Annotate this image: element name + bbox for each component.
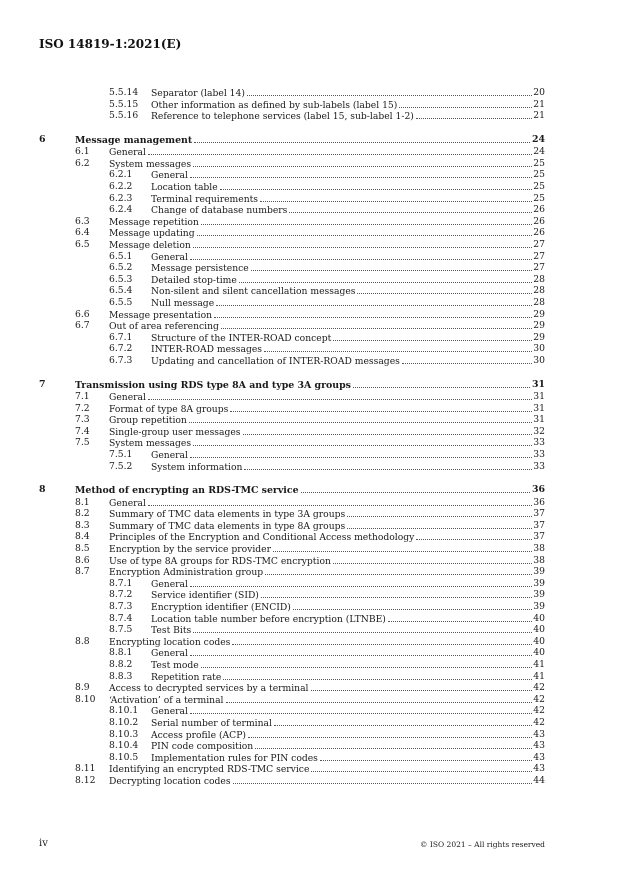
toc-entry[interactable]: [0, 403, 620, 415]
dot-leader: [293, 601, 532, 610]
toc-entry[interactable]: [0, 87, 620, 99]
toc-entry-title: Single-group user messages: [109, 426, 241, 438]
toc-entry[interactable]: [0, 508, 620, 520]
dot-leader: [244, 461, 532, 470]
toc-entry-number: 7.5.2: [109, 460, 133, 472]
toc-entry[interactable]: [0, 320, 620, 332]
toc-entry-title: Detailed stop-time: [151, 274, 237, 286]
toc-entry[interactable]: [0, 309, 620, 321]
toc-entry-number: 6.7: [75, 320, 90, 332]
toc-entry[interactable]: [0, 146, 620, 158]
toc-entry-number: 5.5.14: [109, 87, 139, 98]
toc-entry-title: General: [109, 392, 146, 403]
dot-leader: [189, 414, 532, 423]
toc-entry-title: Message deletion: [109, 240, 191, 251]
dot-leader: [248, 729, 532, 738]
dot-leader: [214, 309, 532, 318]
dot-leader: [194, 134, 532, 143]
toc-entry-leader: [151, 461, 545, 474]
toc-entry-title: Message management: [75, 134, 193, 146]
toc-entry-leader: [151, 110, 545, 123]
toc-entry-title: Encryption by the service provider: [109, 544, 272, 555]
dot-leader: [402, 355, 532, 364]
toc-entry-number: 8.11: [75, 763, 96, 775]
dot-leader: [190, 251, 532, 260]
toc-entry-page: 25: [533, 192, 545, 204]
toc-entry-number: 6.2.1: [109, 169, 133, 181]
toc-entry-page: 20: [533, 87, 545, 98]
toc-entry-number: 6.5: [75, 239, 90, 250]
toc-entry[interactable]: [0, 717, 620, 729]
dot-leader: [233, 775, 532, 784]
toc-entry-title: General: [151, 706, 188, 718]
toc-entry-title: General: [109, 497, 146, 509]
toc-entry[interactable]: [0, 437, 620, 449]
dot-leader: [148, 146, 532, 155]
dot-leader: [416, 531, 532, 540]
toc-entry-number: 6.6: [75, 308, 90, 320]
toc-entry[interactable]: [0, 239, 620, 251]
toc-entry[interactable]: [0, 705, 620, 717]
toc-entry[interactable]: [0, 624, 620, 636]
toc-entry-title: Summary of TMC data elements in type 8A groups: [109, 520, 346, 532]
toc-entry-page: 44: [533, 775, 545, 786]
dot-leader: [193, 437, 532, 446]
toc-entry[interactable]: [0, 729, 620, 741]
toc-entry-title: Message persistence: [151, 263, 249, 275]
toc-entry[interactable]: [0, 613, 620, 625]
toc-entry-number: 7.1: [75, 391, 90, 402]
toc-entry-page: 39: [533, 589, 545, 601]
toc-entry-number: 8.8.1: [109, 647, 133, 659]
toc-entry-title: Group repetition: [109, 415, 187, 427]
toc-entry-title: Non-silent and silent cancellation messages: [151, 286, 356, 298]
toc-entry[interactable]: [0, 601, 620, 613]
toc-entry[interactable]: [0, 740, 620, 752]
dot-leader: [273, 543, 532, 552]
document-id: ISO 14819-1:2021(E): [39, 37, 182, 51]
toc-entry-page: 42: [533, 693, 545, 705]
toc-entry[interactable]: [0, 262, 620, 274]
toc-entry-page: 36: [531, 484, 545, 496]
dot-leader: [148, 497, 532, 506]
toc-entry-title: Location table: [151, 182, 218, 193]
toc-entry-title: Decrypting location codes: [109, 776, 231, 787]
toc-entry[interactable]: [0, 355, 620, 367]
toc-entry-number: 8.4: [75, 531, 90, 543]
toc-entry[interactable]: [0, 671, 620, 683]
toc-entry-title: Structure of the INTER-ROAD concept: [151, 332, 332, 344]
toc-entry[interactable]: [0, 461, 620, 473]
dot-leader: [388, 613, 532, 622]
toc-entry-leader: [109, 775, 545, 788]
dot-leader: [260, 193, 532, 202]
toc-entry-number: 6.3: [75, 215, 90, 227]
toc-entry[interactable]: [0, 531, 620, 543]
toc-entry-page: 40: [533, 647, 545, 659]
toc-entry-number: 8.7.5: [109, 624, 133, 636]
toc-entry[interactable]: [0, 414, 620, 426]
toc-entry-title: Implementation rules for PIN codes: [151, 752, 318, 764]
toc-entry-page: 26: [533, 227, 545, 239]
toc-entry[interactable]: [0, 158, 620, 170]
toc-entry[interactable]: [0, 332, 620, 344]
toc-entry[interactable]: [0, 343, 620, 355]
toc-entry-leader: [151, 355, 545, 368]
toc-entry[interactable]: [0, 555, 620, 567]
toc-entry-page: 42: [533, 682, 545, 694]
toc-entry-number: 8.12: [75, 775, 96, 786]
toc-entry-page: 31: [533, 402, 545, 414]
dot-leader: [264, 343, 532, 352]
toc-entry-number: 6.7.3: [109, 355, 133, 366]
toc-entry-page: 26: [533, 215, 545, 227]
toc-entry-page: 24: [531, 133, 545, 145]
toc-entry-title: INTER-ROAD messages: [151, 344, 262, 356]
toc-entry-title: Location table number before encryption (LTNBE): [151, 613, 386, 625]
toc-entry[interactable]: [0, 204, 620, 216]
toc-entry-title: Access profile (ACP): [151, 729, 246, 741]
toc-entry[interactable]: [0, 449, 620, 461]
toc-entry[interactable]: [0, 193, 620, 205]
toc-entry-number: 7.4: [75, 425, 90, 437]
dot-leader: [353, 379, 532, 388]
toc-entry-number: 8.3: [75, 519, 90, 531]
toc-entry-number: 6: [39, 133, 46, 145]
toc-entry-page: 39: [533, 577, 545, 589]
toc-entry-title: System messages: [109, 158, 192, 170]
toc-entry-page: 39: [533, 601, 545, 612]
toc-entry-page: 26: [533, 204, 545, 216]
toc-entry[interactable]: [0, 763, 620, 775]
dot-leader: [190, 647, 532, 656]
toc-entry-title: General: [151, 170, 188, 182]
toc-entry[interactable]: [0, 659, 620, 671]
toc-entry[interactable]: [0, 520, 620, 532]
toc-entry-page: 40: [533, 612, 545, 624]
toc-entry-title: Test Bits: [151, 625, 192, 637]
dot-leader: [261, 589, 532, 598]
dot-leader: [190, 449, 532, 458]
toc-entry-page: 31: [533, 391, 545, 402]
toc-entry-number: 6.5.3: [109, 273, 133, 285]
toc-entry-page: 24: [533, 146, 545, 158]
toc-entry-number: 7.3: [75, 414, 90, 426]
dot-leader: [190, 578, 532, 587]
toc-entry[interactable]: [0, 110, 620, 122]
toc-entry-title: System information: [151, 461, 243, 473]
toc-entry-number: 6.7.1: [109, 331, 133, 343]
toc-entry-page: 27: [533, 262, 545, 274]
toc-entry-page: 42: [533, 705, 545, 717]
toc-entry-number: 8.10.3: [109, 728, 139, 740]
dot-leader: [190, 705, 532, 714]
toc-entry-title: Encryption identifier (ENCID): [151, 602, 291, 613]
dot-leader: [216, 297, 532, 306]
toc-entry[interactable]: [0, 216, 620, 228]
toc-entry[interactable]: [0, 775, 620, 787]
toc-entry-title: Principles of the Encryption and Conditional Access methodology: [109, 532, 415, 544]
toc-entry[interactable]: [0, 752, 620, 764]
toc-entry-page: 30: [533, 355, 545, 366]
toc-entry-title: Serial number of terminal: [151, 718, 272, 729]
toc-entry-title: Test mode: [151, 660, 199, 671]
toc-entry-number: 8.10.5: [109, 751, 139, 763]
toc-entry-page: 31: [533, 414, 545, 426]
dot-leader: [247, 87, 532, 96]
toc-entry[interactable]: [0, 99, 620, 111]
dot-leader: [239, 274, 532, 283]
toc-entry-number: 8.10.4: [109, 740, 139, 752]
dot-leader: [193, 239, 532, 248]
toc-entry-number: 8.2: [75, 508, 90, 520]
toc-entry-number: 6.2.3: [109, 192, 133, 204]
dot-leader: [333, 332, 532, 341]
toc-entry[interactable]: [0, 636, 620, 648]
dot-leader: [201, 216, 532, 225]
toc-entry-number: 6.2: [75, 157, 90, 169]
toc-entry-number: 7.2: [75, 402, 90, 414]
toc-entry-page: 43: [533, 751, 545, 763]
dot-leader: [265, 566, 532, 575]
toc-entry-title: General: [151, 251, 188, 263]
toc-entry-title: Access to decrypted services by a terminal: [109, 683, 309, 695]
toc-entry-title: Message presentation: [109, 309, 213, 321]
dot-leader: [347, 520, 532, 529]
toc-entry-title: Method of encrypting an RDS-TMC service: [75, 485, 299, 497]
toc-entry-title: Encrypting location codes: [109, 636, 231, 648]
toc-entry-title: General: [151, 578, 188, 590]
toc-entry-page: 39: [533, 566, 545, 578]
toc-entry-page: 33: [533, 437, 545, 449]
dot-leader: [416, 110, 532, 119]
toc-entry-number: 8.7.3: [109, 601, 133, 612]
toc-entry[interactable]: [0, 647, 620, 659]
toc-entry-page: 37: [533, 519, 545, 531]
toc-entry[interactable]: [0, 426, 620, 438]
toc-entry-number: 6.2.2: [109, 181, 133, 192]
toc-entry-page: 38: [533, 554, 545, 566]
toc-entry-number: 6.5.1: [109, 250, 133, 262]
toc-entry[interactable]: [0, 484, 620, 496]
toc-entry-number: 8.10.1: [109, 705, 139, 717]
dot-leader: [357, 285, 532, 294]
toc-entry-title: System messages: [109, 438, 192, 450]
toc-entry[interactable]: [0, 391, 620, 403]
toc-entry-page: 43: [533, 740, 545, 752]
toc-entry-leader: [75, 379, 545, 392]
toc-entry-page: 28: [533, 273, 545, 285]
toc-entry-title: Summary of TMC data elements in type 3A groups: [109, 509, 346, 521]
dot-leader: [193, 624, 532, 633]
toc-entry[interactable]: [0, 694, 620, 706]
toc-entry-number: 8: [39, 484, 46, 496]
toc-entry-page: 28: [533, 285, 545, 297]
toc-entry-title: General: [151, 648, 188, 660]
dot-leader: [190, 169, 532, 178]
toc-entry[interactable]: [0, 578, 620, 590]
toc-entry-page: 42: [533, 717, 545, 728]
dot-leader: [311, 763, 532, 772]
toc-entry-page: 25: [533, 157, 545, 169]
page-number: iv: [39, 838, 48, 849]
toc-entry-title: Encryption Administration group: [109, 567, 264, 579]
dot-leader: [197, 227, 532, 236]
toc-entry-title: Transmission using RDS type 8A and type 3A groups: [75, 379, 351, 391]
toc-entry-title: Service identifier (SID): [151, 590, 259, 602]
toc-entry[interactable]: [0, 297, 620, 309]
toc-entry-page: 40: [533, 624, 545, 636]
toc-entry-page: 41: [533, 659, 545, 670]
toc-entry-title: Message repetition: [109, 216, 199, 228]
toc-entry-number: 8.7.4: [109, 612, 133, 624]
dot-leader: [193, 158, 532, 167]
toc-entry-number: 6.5.4: [109, 285, 133, 297]
toc-entry-leader: [75, 484, 545, 497]
toc-entry[interactable]: [0, 251, 620, 263]
toc-entry-page: 29: [533, 331, 545, 343]
toc-entry-title: PIN code composition: [151, 741, 254, 753]
toc-entry[interactable]: [0, 227, 620, 239]
toc-entry[interactable]: [0, 566, 620, 578]
toc-entry-number: 8.1: [75, 496, 90, 508]
toc-entry-page: 31: [531, 378, 545, 390]
toc-entry-page: 27: [533, 239, 545, 250]
toc-entry-title: Null message: [151, 298, 215, 309]
toc-entry-number: 8.8.3: [109, 670, 133, 682]
dot-leader: [251, 262, 532, 271]
toc-entry-page: 32: [533, 425, 545, 437]
dot-leader: [311, 682, 532, 691]
toc-entry-title: Terminal requirements: [151, 193, 259, 205]
toc-entry-title: ‘Activation’ of a terminal: [109, 694, 224, 706]
toc-entry-number: 6.2.4: [109, 204, 133, 216]
toc-entry[interactable]: [0, 589, 620, 601]
toc-entry-number: 8.9: [75, 682, 90, 694]
dot-leader: [333, 555, 532, 564]
toc-entry-number: 6.1: [75, 146, 90, 158]
toc-entry-title: Out of area referencing: [109, 321, 219, 333]
toc-entry-page: 37: [533, 531, 545, 543]
toc-entry-page: 33: [533, 449, 545, 460]
toc-entry-title: Format of type 8A groups: [109, 403, 229, 415]
dot-leader: [274, 717, 532, 726]
dot-leader: [221, 320, 532, 329]
toc-entry[interactable]: [0, 285, 620, 297]
toc-entry-number: 7.5.1: [109, 449, 133, 460]
dot-leader: [148, 391, 532, 400]
toc-entry-title: Updating and cancellation of INTER-ROAD messages: [151, 356, 400, 367]
toc-entry[interactable]: [0, 497, 620, 509]
toc-entry-number: 6.5.2: [109, 262, 133, 274]
toc-entry[interactable]: [0, 379, 620, 391]
toc-entry-page: 33: [533, 460, 545, 472]
toc-entry-number: 6.5.5: [109, 297, 133, 308]
dot-leader: [301, 484, 532, 493]
toc-entry-title: Separator (label 14): [151, 88, 245, 99]
toc-entry-page: 29: [533, 308, 545, 320]
copyright-notice: © ISO 2021 – All rights reserved: [420, 840, 545, 849]
toc-entry[interactable]: [0, 169, 620, 181]
dot-leader: [230, 403, 532, 412]
toc-entry-number: 7.5: [75, 437, 90, 449]
dot-leader: [232, 636, 532, 645]
toc-entry-title: Use of type 8A groups for RDS-TMC encryption: [109, 555, 331, 567]
dot-leader: [347, 508, 532, 517]
toc-entry-page: 38: [533, 543, 545, 554]
toc-entry-title: Change of database numbers: [151, 205, 288, 217]
toc-entry-page: 43: [533, 728, 545, 740]
toc-entry-page: 30: [533, 343, 545, 355]
dot-leader: [320, 752, 532, 761]
toc-entry-page: 28: [533, 297, 545, 308]
toc-entry-page: 25: [533, 181, 545, 192]
toc-entry-page: 41: [533, 670, 545, 682]
toc-entry-title: Message updating: [109, 228, 195, 240]
toc-entry-number: 8.10: [75, 693, 96, 705]
toc-entry-number: 8.8: [75, 635, 90, 647]
toc-entry[interactable]: [0, 682, 620, 694]
toc-entry-number: 6.7.2: [109, 343, 133, 355]
toc-entry[interactable]: [0, 134, 620, 146]
toc-entry-number: 8.10.2: [109, 717, 139, 728]
toc-entry-number: 8.7.1: [109, 577, 133, 589]
toc-entry-number: 8.5: [75, 543, 90, 554]
toc-entry-title: General: [109, 147, 146, 159]
dot-leader: [223, 671, 532, 680]
toc-entry[interactable]: [0, 274, 620, 286]
toc-entry-number: 8.6: [75, 554, 90, 566]
toc-entry-title: Identifying an encrypted RDS-TMC service: [109, 764, 310, 776]
dot-leader: [201, 659, 532, 668]
toc-entry-number: 6.4: [75, 227, 90, 239]
toc-entry-page: 27: [533, 250, 545, 262]
dot-leader: [289, 204, 532, 213]
toc-entry-title: Reference to telephone services (label 15, sub-label 1-2): [151, 111, 414, 123]
toc-entry-page: 36: [533, 496, 545, 508]
toc-entry-leader: [75, 134, 545, 147]
dot-leader: [255, 740, 532, 749]
toc-entry-page: 21: [533, 98, 545, 110]
dot-leader: [220, 181, 532, 190]
dot-leader: [243, 426, 532, 435]
toc-entry[interactable]: [0, 543, 620, 555]
toc-entry-page: 29: [533, 320, 545, 332]
toc-entry-page: 25: [533, 169, 545, 181]
toc-entry-number: 8.8.2: [109, 659, 133, 670]
toc-entry-page: 40: [533, 635, 545, 647]
toc-entry-number: 8.7.2: [109, 589, 133, 601]
toc-entry-page: 37: [533, 508, 545, 520]
toc-entry-title: Repetition rate: [151, 671, 222, 683]
toc-entry-page: 21: [533, 110, 545, 122]
toc-entry-number: 7: [39, 378, 46, 390]
toc-entry-number: 8.7: [75, 566, 90, 578]
toc-entry-number: 5.5.16: [109, 110, 139, 122]
dot-leader: [399, 99, 532, 108]
toc-entry-number: 5.5.15: [109, 98, 139, 110]
toc-entry-page: 43: [533, 763, 545, 775]
toc-entry-title: General: [151, 450, 188, 461]
toc-entry-title: Other information as defined by sub-labels (label 15): [151, 99, 398, 111]
dot-leader: [226, 694, 533, 703]
toc-entry[interactable]: [0, 181, 620, 193]
